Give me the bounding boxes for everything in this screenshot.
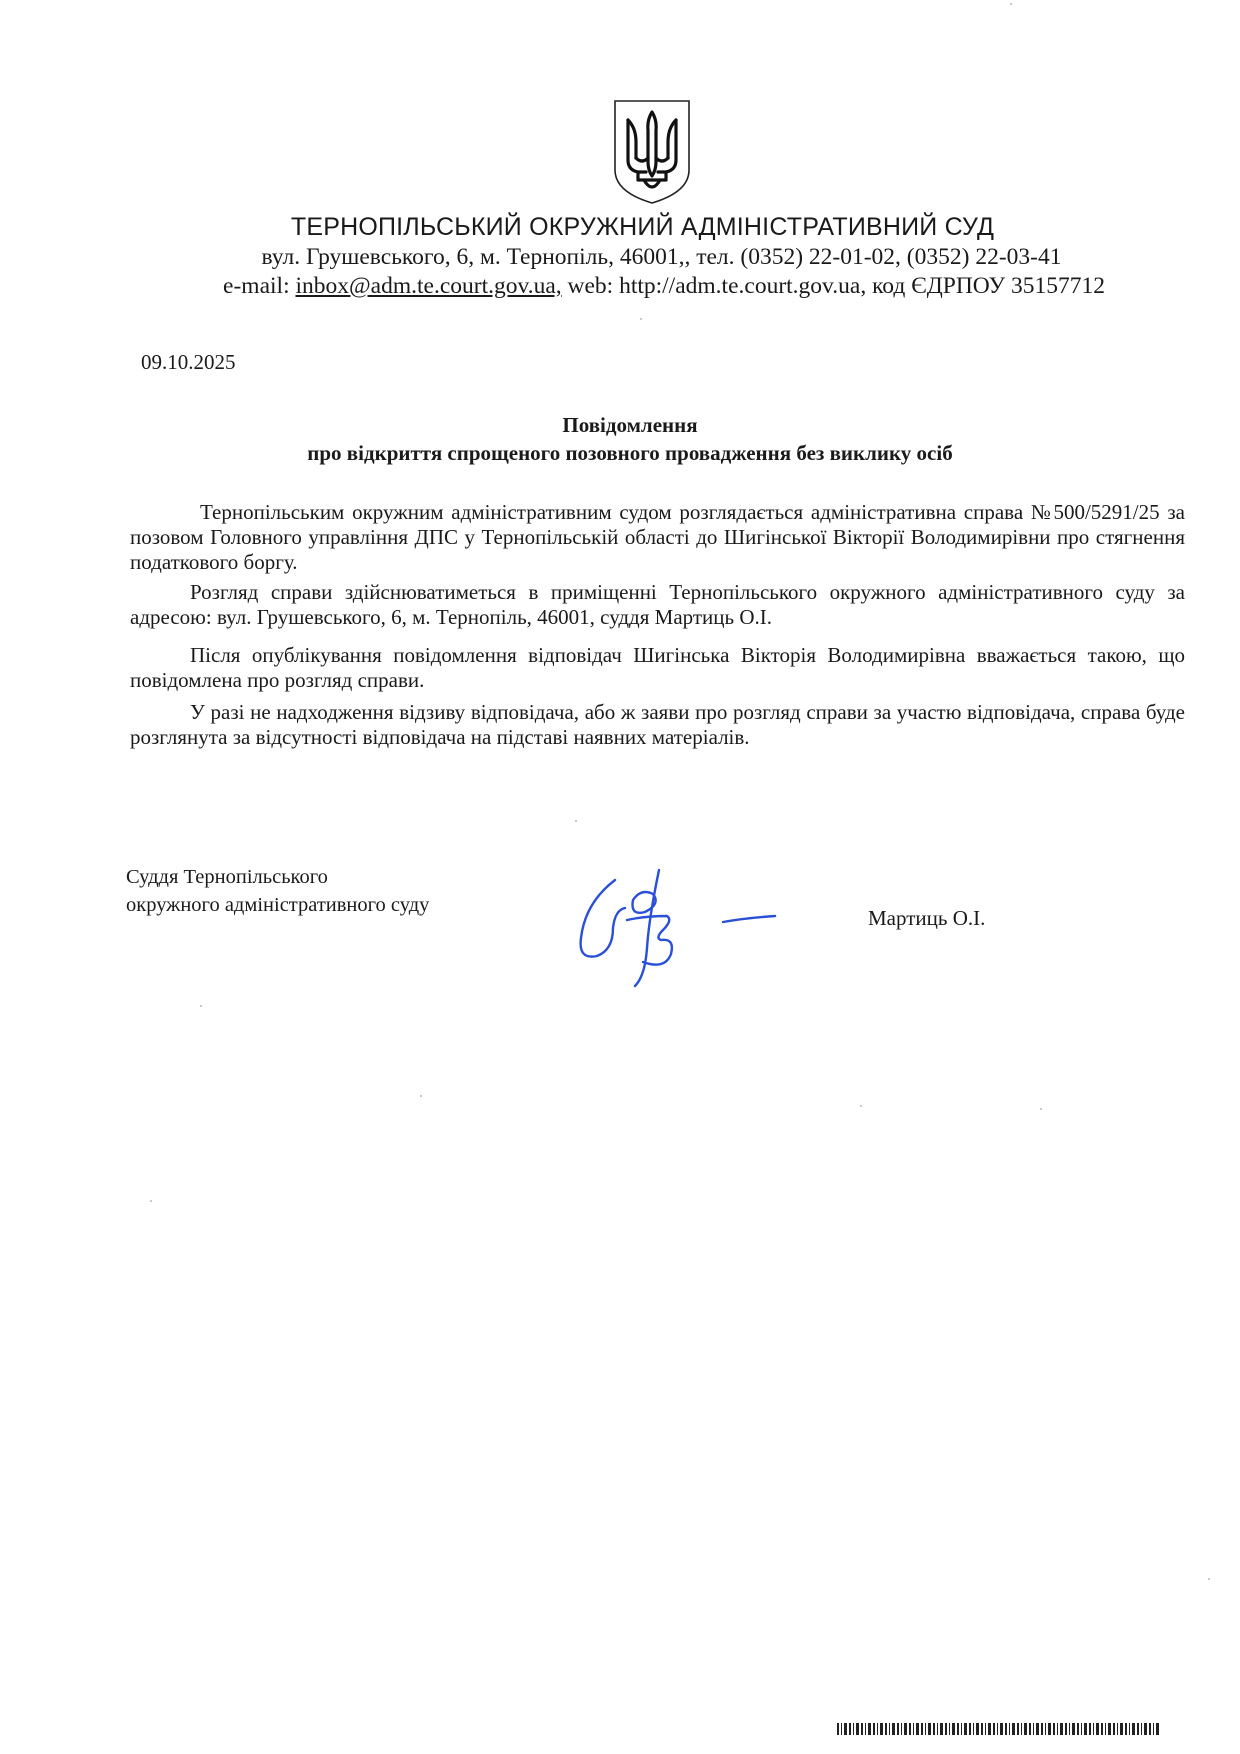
notice-subtitle: про відкриття спрощеного позовного провадження без виклику осіб bbox=[307, 441, 953, 465]
email-label: e-mail: bbox=[223, 273, 296, 299]
signer-position bbox=[126, 863, 429, 919]
body-paragraph: Після опублікування повідомлення відповідач Шигінська Вікторія Володимирівна вважається такою, що повідомлена про розгляд справи. bbox=[130, 643, 1185, 692]
scan-speck bbox=[1208, 1578, 1210, 1580]
web-and-code: web: http://adm.te.court.gov.ua, код ЄДРПОУ 35157712 bbox=[561, 273, 1105, 299]
scan-speck bbox=[860, 1105, 862, 1107]
scan-speck bbox=[1040, 1108, 1042, 1110]
court-address: вул. Грушевського, 6, м. Тернопіль, 46001,, тел. (0352) 22-01-02, (0352) 22-03-41 bbox=[261, 244, 1062, 270]
body-paragraph: Тернопільським окружним адміністративним судом розглядається адміністративна справа №500/5291/25 за позовом Головного управління ДПС у Тернопільській області до Шигінської Вікторії Володимирівни про стягнення податкового боргу. bbox=[130, 500, 1185, 574]
notice-body bbox=[130, 500, 1185, 750]
judge-name: Мартиць О.І. bbox=[868, 906, 986, 930]
scan-speck bbox=[575, 820, 577, 822]
scan-speck bbox=[200, 1005, 202, 1007]
scan-speck bbox=[1010, 3, 1012, 5]
scan-speck bbox=[150, 1200, 152, 1202]
scan-speck bbox=[420, 1095, 422, 1097]
signer-position-line1: Суддя Тернопільського bbox=[126, 866, 328, 888]
document-barcode bbox=[837, 1723, 1160, 1735]
notice-title: Повідомлення bbox=[562, 413, 698, 437]
email-link[interactable]: inbox@adm.te.court.gov.ua, bbox=[295, 273, 562, 299]
court-name: ТЕРНОПІЛЬСЬКИЙ ОКРУЖНИЙ АДМІНІСТРАТИВНИЙ СУД bbox=[290, 213, 995, 241]
court-contacts bbox=[0, 273, 1240, 300]
scan-speck bbox=[640, 318, 642, 320]
document-date: 09.10.2025 bbox=[141, 350, 236, 374]
signer-position-line2: окружного адміністративного суду bbox=[126, 894, 430, 916]
handwritten-signature bbox=[575, 858, 790, 993]
coat-of-arms-icon bbox=[612, 98, 692, 206]
body-paragraph: Розгляд справи здійснюватиметься в приміщенні Тернопільського окружного адміністративного суду за адресою: вул. Грушевського, 6, м. Тернопіль, 46001, суддя Мартиць О.І. bbox=[130, 580, 1185, 629]
body-paragraph: У разі не надходження відзиву відповідача, або ж заяви про розгляд справи за участю відповідача, справа буде розглянута за відсутності відповідача на підставі наявних матеріалів. bbox=[130, 700, 1185, 749]
